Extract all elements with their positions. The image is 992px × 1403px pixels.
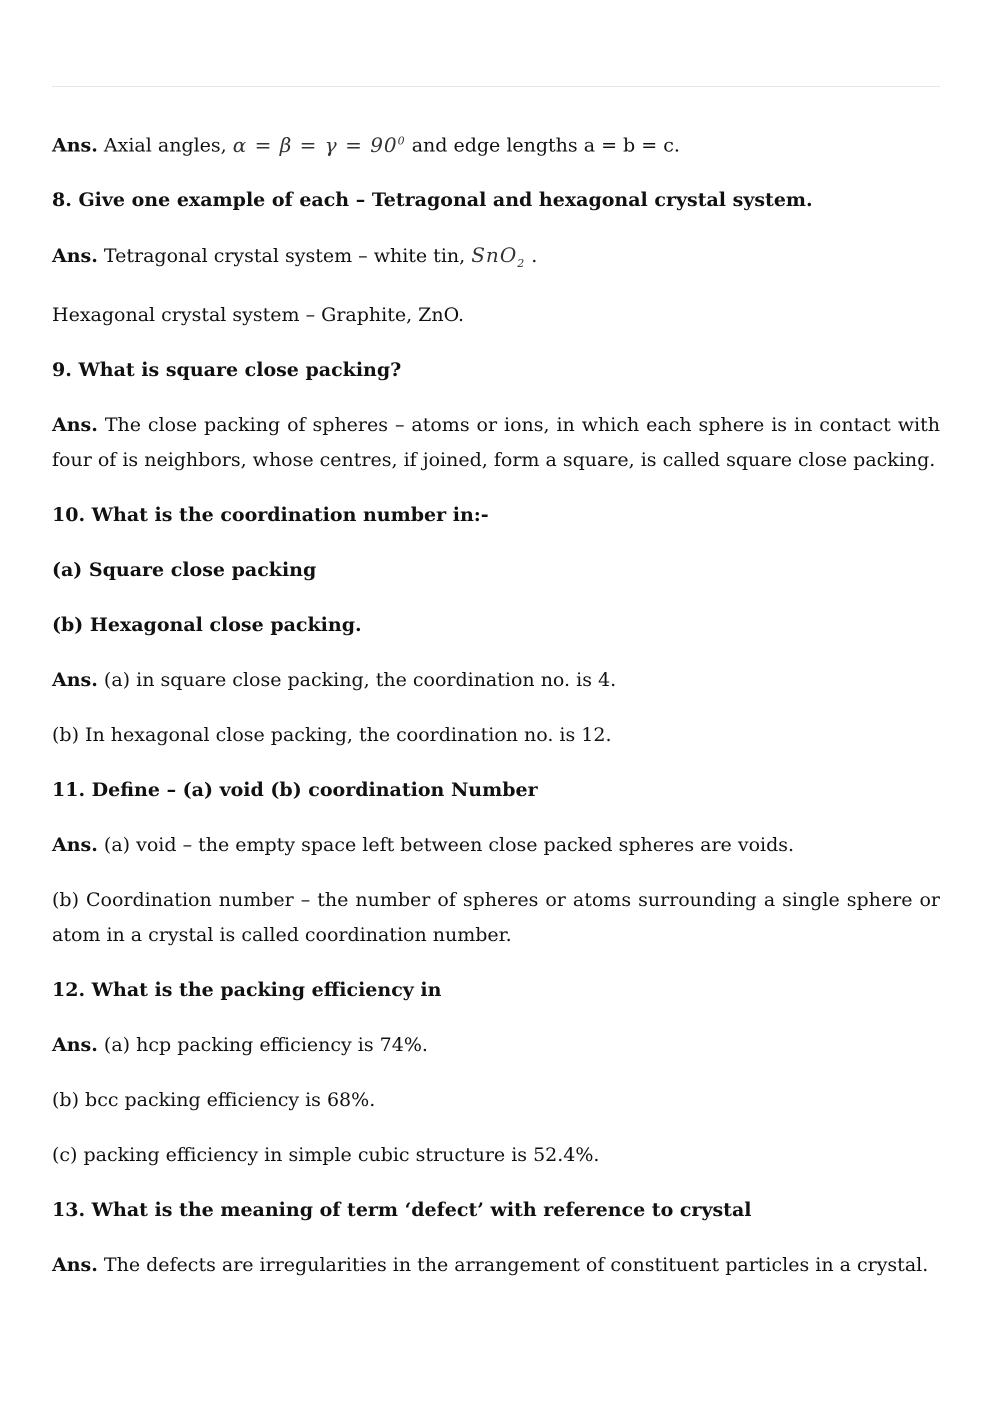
q8-answer bbox=[52, 238, 940, 281]
q12-answer-a-text: (a) hcp packing efficiency is 74%. bbox=[103, 1034, 428, 1056]
q11-answer-b: (b) Coordination number – the number of spheres or atoms surrounding a single sphere or atom in a crystal is called coordination number. bbox=[52, 889, 940, 946]
ans-label: Ans. bbox=[52, 834, 98, 856]
q11-answer-a bbox=[52, 828, 940, 863]
q12-question: 12. What is the packing efficiency in bbox=[52, 979, 442, 1001]
sno2-formula: SnO$_2$ bbox=[471, 243, 526, 270]
ans-label: Ans. bbox=[52, 669, 98, 691]
axial-angle-equation: $\alpha = \beta = \gamma = 90^0$ bbox=[232, 132, 406, 157]
ans-label: Ans. bbox=[52, 1254, 98, 1276]
q9-answer bbox=[52, 408, 940, 478]
ans-label: Ans. bbox=[52, 134, 98, 157]
q7-answer-post: and edge lengths a = b = c. bbox=[411, 134, 680, 157]
q10-part-a: (a) Square close packing bbox=[52, 559, 317, 581]
q12-answer-a bbox=[52, 1028, 940, 1063]
q10-answer-b: (b) In hexagonal close packing, the coordination no. is 12. bbox=[52, 724, 612, 746]
q9-question: 9. What is square close packing? bbox=[52, 359, 402, 381]
q8-answer-hexagonal: Hexagonal crystal system – Graphite, ZnO. bbox=[52, 304, 465, 326]
q13-question: 13. What is the meaning of term ‘defect’ with reference to crystal bbox=[52, 1199, 752, 1221]
q7-answer bbox=[52, 123, 940, 164]
ans-label: Ans. bbox=[52, 1034, 98, 1056]
ans-label: Ans. bbox=[52, 414, 98, 436]
q9-answer-text: The close packing of spheres – atoms or ions, in which each sphere is in contact with four of is neighbors, whose centres, if joined, form a square, is called square close packing. bbox=[52, 414, 940, 471]
top-divider bbox=[52, 86, 940, 87]
q12-answer-b: (b) bcc packing efficiency is 68%. bbox=[52, 1089, 376, 1111]
q7-answer-pre: Axial angles, bbox=[103, 134, 227, 157]
q11-question: 11. Define – (a) void (b) coordination Number bbox=[52, 779, 538, 801]
q10-answer-a bbox=[52, 663, 940, 698]
q11-answer-a-text: (a) void – the empty space left between close packed spheres are voids. bbox=[103, 834, 795, 856]
q8-question: 8. Give one example of each – Tetragonal and hexagonal crystal system. bbox=[52, 189, 813, 211]
q10-answer-a-text: (a) in square close packing, the coordination no. is 4. bbox=[103, 669, 617, 691]
q10-question: 10. What is the coordination number in:- bbox=[52, 504, 489, 526]
q8-answer-pre: Tetragonal crystal system – white tin, bbox=[103, 245, 466, 267]
q8-answer-post: . bbox=[531, 245, 538, 267]
q13-answer-text: The defects are irregularities in the arrangement of constituent particles in a crystal. bbox=[103, 1254, 929, 1276]
q10-part-b: (b) Hexagonal close packing. bbox=[52, 614, 362, 636]
q13-answer bbox=[52, 1248, 940, 1283]
q12-answer-c: (c) packing efficiency in simple cubic structure is 52.4%. bbox=[52, 1144, 600, 1166]
ans-label: Ans. bbox=[52, 245, 98, 267]
